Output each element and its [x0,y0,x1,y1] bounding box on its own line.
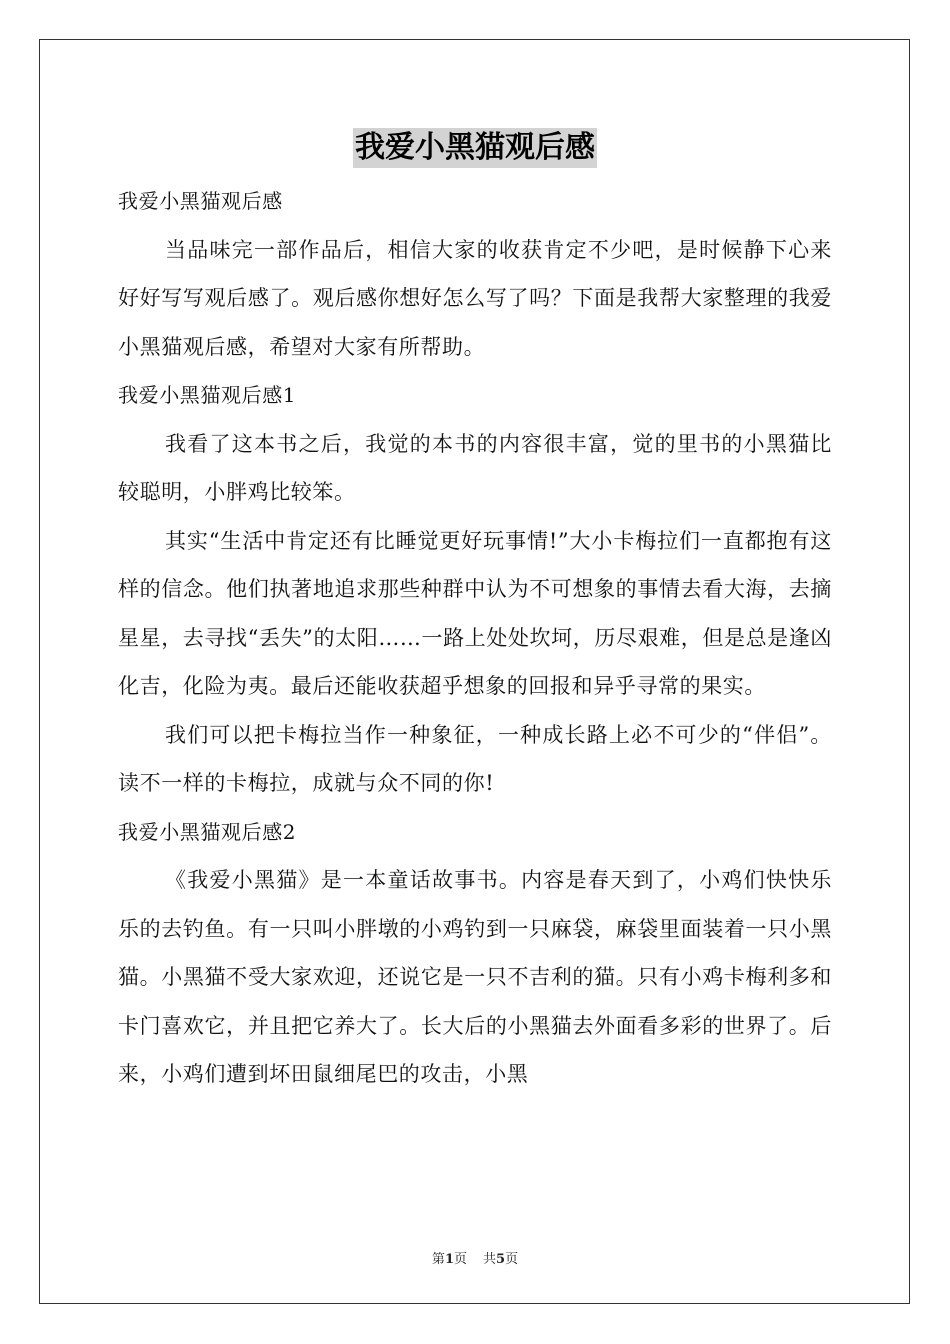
total-suffix: 页 [505,1252,519,1267]
total-prefix: 共 [483,1252,497,1267]
page-number: 1 [444,1252,454,1267]
body-paragraph: 其实“生活中肯定还有比睡觉更好玩事情!”大小卡梅拉们一直都抱有这样的信念。他们执著地追求那些种群中认为不可想象的事情去看大海，去摘星星，去寻找“丢失”的太阳……一路上处处坎坷，历尽艰难，但是总是逢凶化吉，化险为夷。最后还能收获超乎想象的回报和异乎寻常的果实。 [118,528,832,698]
body-paragraph: 我们可以把卡梅拉当作一种象征，一种成长路上必不可少的“伴侣”。读不一样的卡梅拉，成就与众不同的你! [118,722,832,795]
page-footer [0,1248,950,1267]
body-paragraph: 我看了这本书之后，我觉的本书的内容很丰富，觉的里书的小黑猫比较聪明，小胖鸡比较笨。 [118,431,832,504]
document-body [118,177,832,1099]
section-heading: 我爱小黑猫观后感1 [118,383,297,407]
page-suffix: 页 [453,1252,467,1267]
total-pages: 5 [496,1252,506,1267]
section-heading: 我爱小黑猫观后感2 [118,819,297,844]
body-paragraph: 《我爱小黑猫》是一本童话故事书。内容是春天到了，小鸡们快快乐乐的去钓鱼。有一只叫小胖墩的小鸡钓到一只麻袋，麻袋里面装着一只小黑猫。小黑猫不受大家欢迎，还说它是一只不吉利的猫。只有小鸡卡梅利多和卡门喜欢它，并且把它养大了。长大后的小黑猫去外面看多彩的世界了。后来，小鸡们遭到坏田鼠细尾巴的攻击，小黑 [118,868,832,1086]
document-title: 我爱小黑猫观后感 [353,128,597,168]
section-heading: 我爱小黑猫观后感 [118,189,283,213]
title-container [0,128,950,168]
page-prefix: 第 [431,1252,445,1267]
body-paragraph: 当品味完一部作品后，相信大家的收获肯定不少吧，是时候静下心来好好写写观后感了。观后感你想好怎么写了吗？下面是我帮大家整理的我爱小黑猫观后感，希望对大家有所帮助。 [118,237,832,359]
